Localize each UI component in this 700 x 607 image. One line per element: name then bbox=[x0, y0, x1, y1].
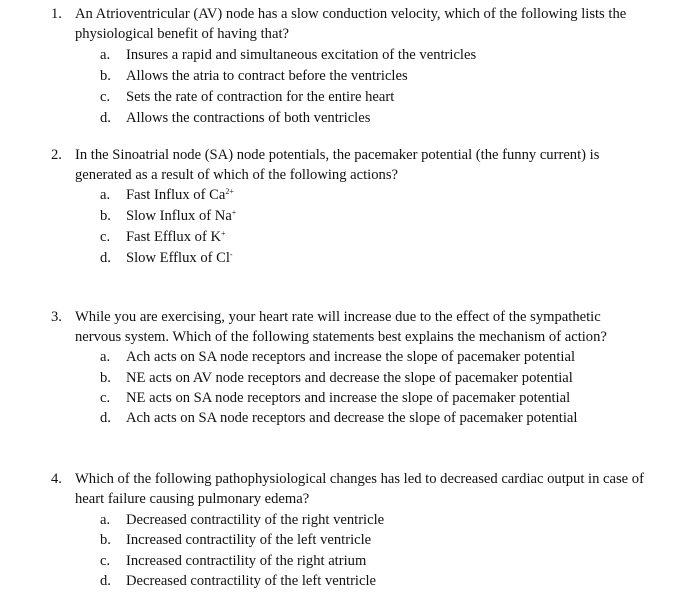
option-text-d-main: Slow Efflux of Cl bbox=[126, 250, 230, 266]
option-letter-a: a. bbox=[100, 512, 111, 528]
question-number: 3. bbox=[51, 309, 62, 325]
option-letter-c: c. bbox=[100, 229, 111, 245]
charge-superscript: - bbox=[229, 250, 233, 259]
option-text-d: Allows the contractions of both ventricles bbox=[126, 110, 371, 126]
option-letter-b: b. bbox=[100, 370, 111, 386]
option-text-c bbox=[126, 227, 226, 247]
option-letter-d: d. bbox=[100, 410, 111, 426]
option-letter-a: a. bbox=[100, 349, 111, 365]
option-letter-a: a. bbox=[100, 47, 111, 63]
charge-superscript: + bbox=[221, 229, 226, 238]
question-text-line-2: generated as a result of which of the following actions? bbox=[75, 167, 398, 183]
option-letter-c: c. bbox=[100, 89, 111, 105]
question-text-line-2: nervous system. Which of the following statements best explains the mechanism of action? bbox=[75, 329, 607, 345]
option-letter-d: d. bbox=[100, 573, 111, 589]
charge-superscript: + bbox=[231, 208, 237, 217]
option-letter-d: d. bbox=[100, 110, 111, 126]
option-text-a bbox=[126, 185, 234, 205]
question-number: 2. bbox=[51, 147, 62, 163]
option-text-a: Decreased contractility of the right ventricle bbox=[126, 512, 385, 528]
option-letter-b: b. bbox=[100, 208, 111, 224]
option-text-b bbox=[126, 206, 236, 226]
option-text-b: NE acts on AV node receptors and decrease the slope of pacemaker potential bbox=[126, 370, 573, 386]
question-text-line-1: An Atrioventricular (AV) node has a slow conduction velocity, which of the following lists the bbox=[75, 6, 627, 22]
option-letter-b: b. bbox=[100, 68, 111, 84]
option-text-d: Decreased contractility of the left ventricle bbox=[126, 573, 376, 589]
option-text-a-main: Fast Influx of Ca bbox=[126, 187, 226, 203]
option-letter-c: c. bbox=[100, 553, 111, 569]
option-text-c: Sets the rate of contraction for the entire heart bbox=[126, 89, 395, 105]
option-text-a: Insures a rapid and simultaneous excitation of the ventricles bbox=[126, 47, 477, 63]
option-text-d bbox=[126, 248, 233, 268]
option-text-c-main: Fast Efflux of K bbox=[126, 229, 221, 245]
charge-superscript: 2+ bbox=[225, 187, 234, 196]
question-text-line-1: In the Sinoatrial node (SA) node potentials, the pacemaker potential (the funny current) is bbox=[75, 147, 600, 163]
option-text-c: NE acts on SA node receptors and increase the slope of pacemaker potential bbox=[126, 390, 571, 406]
question-text-line-2: heart failure causing pulmonary edema? bbox=[75, 491, 310, 507]
question-number: 1. bbox=[51, 6, 62, 22]
option-text-d: Ach acts on SA node receptors and decrease the slope of pacemaker potential bbox=[126, 410, 578, 426]
question-text-line-1: Which of the following pathophysiological changes has led to decreased cardiac output in case of bbox=[75, 471, 644, 487]
option-text-b-main: Slow Influx of Na bbox=[126, 208, 232, 224]
question-text-line-1: While you are exercising, your heart rate will increase due to the effect of the sympathetic bbox=[75, 309, 601, 325]
option-text-b: Allows the atria to contract before the ventricles bbox=[126, 68, 408, 84]
option-text-c: Increased contractility of the right atrium bbox=[126, 553, 367, 569]
option-letter-c: c. bbox=[100, 390, 111, 406]
option-letter-b: b. bbox=[100, 532, 111, 548]
option-text-a: Ach acts on SA node receptors and increase the slope of pacemaker potential bbox=[126, 349, 575, 365]
option-letter-d: d. bbox=[100, 250, 111, 266]
option-letter-a: a. bbox=[100, 187, 111, 203]
option-text-b: Increased contractility of the left ventricle bbox=[126, 532, 372, 548]
question-number: 4. bbox=[51, 471, 62, 487]
question-text-line-2: physiological benefit of having that? bbox=[75, 26, 289, 42]
